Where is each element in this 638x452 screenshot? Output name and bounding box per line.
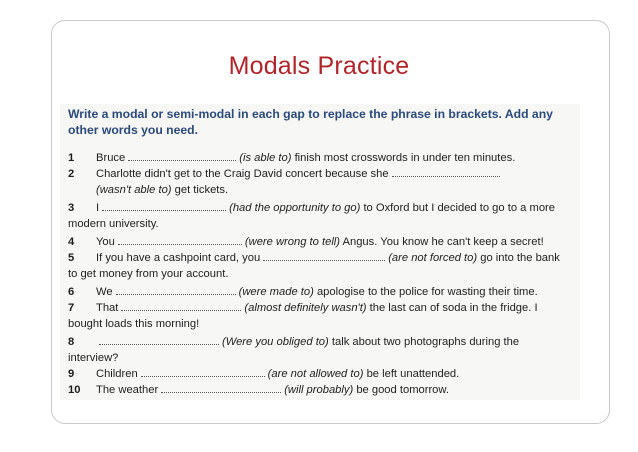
item-hint: (were made to) bbox=[238, 286, 314, 298]
item-text-before: You bbox=[96, 236, 115, 248]
item-text-after: talk about two photographs during the interview? bbox=[68, 336, 520, 364]
item-hint: (is able to) bbox=[239, 152, 292, 164]
item-text-before: If you have a cashpoint card, you bbox=[96, 252, 261, 264]
item-text-before: The weather bbox=[96, 384, 159, 396]
item-number: 4 bbox=[68, 236, 75, 248]
item-number: 1 bbox=[68, 152, 75, 164]
exercise-item-4 bbox=[68, 234, 544, 250]
worksheet-instructions: Write a modal or semi-modal in each gap to replace the phrase in brackets. Add any other words you need. bbox=[68, 107, 553, 137]
item-number: 5 bbox=[68, 252, 75, 264]
item-text-after: the last can of soda in the fridge. I bought loads this morning! bbox=[68, 302, 538, 330]
worksheet-image bbox=[60, 104, 580, 400]
item-hint: (almost definitely wasn't) bbox=[244, 302, 367, 314]
item-number: 8 bbox=[68, 336, 75, 348]
exercise-item-9 bbox=[68, 366, 459, 382]
exercise-item-8 bbox=[68, 334, 568, 366]
item-text-before: Charlotte didn't get to the Craig David concert because she bbox=[96, 168, 389, 180]
answer-blank bbox=[392, 167, 500, 177]
item-number: 2 bbox=[68, 168, 75, 180]
item-number: 7 bbox=[68, 302, 75, 314]
answer-blank bbox=[263, 251, 385, 261]
answer-blank bbox=[118, 235, 242, 245]
item-text-before: Bruce bbox=[96, 152, 126, 164]
answer-blank bbox=[116, 285, 236, 295]
answer-blank bbox=[102, 201, 226, 211]
item-text-after: be left unattended. bbox=[366, 368, 460, 380]
item-text-after: finish most crosswords in under ten minutes. bbox=[294, 152, 516, 164]
answer-blank bbox=[141, 367, 265, 377]
item-number: 9 bbox=[68, 368, 75, 380]
item-hint: (are not allowed to) bbox=[267, 368, 364, 380]
answer-blank bbox=[161, 383, 281, 393]
item-text-before: We bbox=[96, 286, 113, 298]
item-hint: (had the opportunity to go) bbox=[229, 202, 361, 214]
item-text-after: go into the bank to get money from your account. bbox=[68, 252, 560, 280]
item-hint: (were wrong to tell) bbox=[244, 236, 341, 248]
answer-blank bbox=[99, 335, 219, 345]
exercise-item-3 bbox=[68, 200, 568, 232]
exercise-item-2 bbox=[68, 166, 503, 182]
exercise-item-5 bbox=[68, 250, 568, 282]
item-text-before: That bbox=[96, 302, 119, 314]
answer-blank bbox=[121, 301, 241, 311]
answer-blank bbox=[128, 151, 236, 161]
item-text-after: be good tomorrow. bbox=[356, 384, 449, 396]
item-text-before: I bbox=[96, 202, 100, 214]
exercise-item-2-cont bbox=[96, 182, 228, 198]
item-number: 3 bbox=[68, 202, 75, 214]
item-number: 10 bbox=[68, 384, 81, 396]
exercise-item-1 bbox=[68, 150, 515, 166]
item-number: 6 bbox=[68, 286, 75, 298]
item-text-after: to Oxford but I decided to go to a more modern university. bbox=[68, 202, 555, 230]
item-hint: (are not forced to) bbox=[388, 252, 478, 264]
exercise-item-6 bbox=[68, 284, 538, 300]
exercise-item-7 bbox=[68, 300, 568, 332]
item-text-after: Angus. You know he can't keep a secret! bbox=[342, 236, 544, 248]
item-text-after: apologise to the police for wasting their time. bbox=[316, 286, 538, 298]
item-hint: (will probably) bbox=[284, 384, 354, 396]
item-hint: (wasn't able to) bbox=[96, 184, 172, 196]
item-text-before: Children bbox=[96, 368, 138, 380]
item-hint: (Were you obliged to) bbox=[222, 336, 329, 348]
item-text-after: get tickets. bbox=[174, 184, 229, 196]
exercise-item-10 bbox=[68, 382, 449, 398]
slide-title: Modals Practice bbox=[228, 52, 410, 80]
